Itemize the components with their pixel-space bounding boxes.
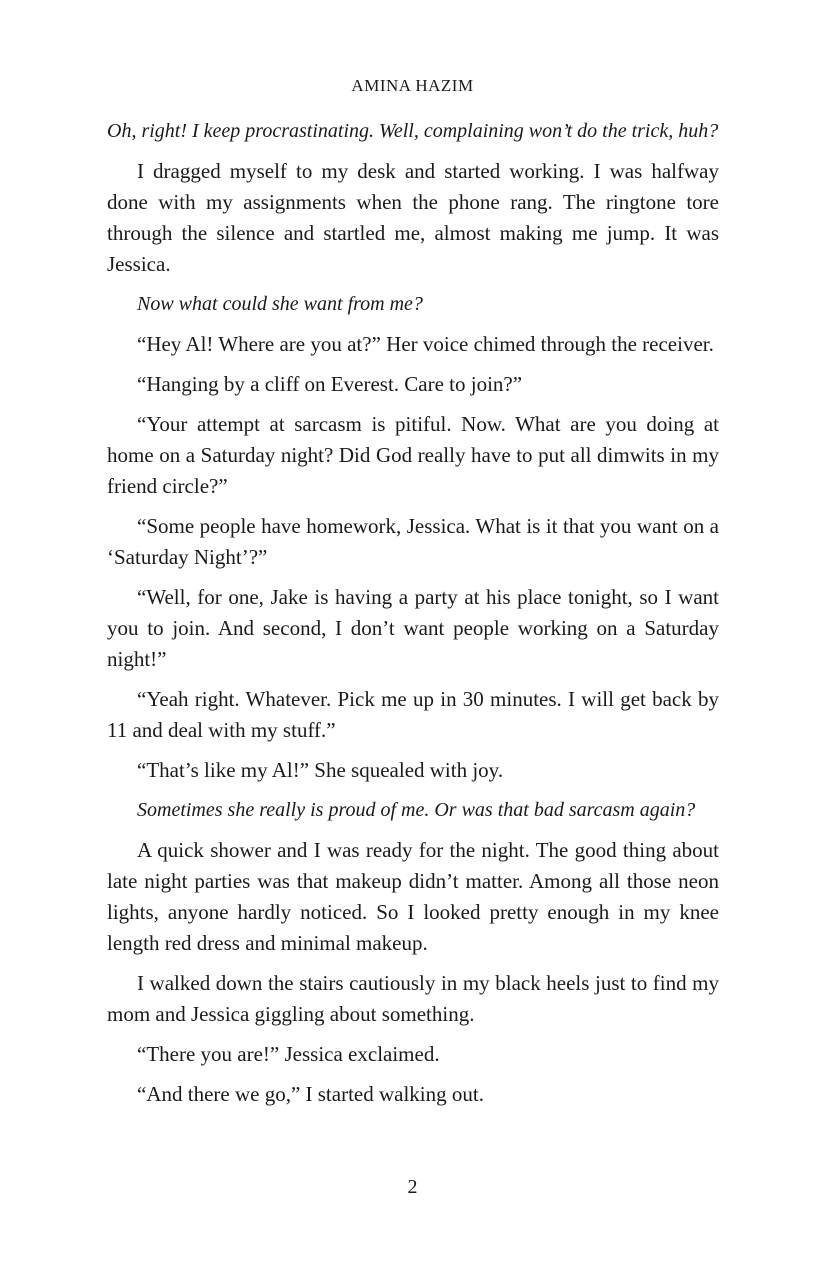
paragraph-dialogue: “There you are!” Jessica exclaimed.	[137, 1042, 440, 1066]
paragraph: I dragged myself to my desk and started working. I was halfway done with my assignments when the phone rang. The ringtone tore through the silence and startled me, almost making me jump. It was Jessica.	[107, 159, 719, 276]
paragraph-dialogue: “Hey Al! Where are you at?” Her voice chimed through the receiver.	[137, 332, 714, 356]
paragraph-dialogue: “Well, for one, Jake is having a party at his place tonight, so I want you to join. And second, I don’t want people working on a Saturday night!”	[107, 585, 719, 671]
paragraph-dialogue: “Yeah right. Whatever. Pick me up in 30 minutes. I will get back by 11 and deal with my stuff.”	[107, 687, 719, 742]
paragraph-inner-thought: Sometimes she really is proud of me. Or was that bad sarcasm again?	[137, 799, 696, 821]
paragraph: A quick shower and I was ready for the night. The good thing about late night parties was that makeup didn’t matter. Among all those neon lights, anyone hardly noticed. So I looked pretty enough in my knee length red dress and minimal makeup.	[107, 838, 719, 955]
paragraph-inner-thought: Oh, right! I keep procrastinating. Well, complaining won’t do the trick, huh?	[107, 120, 719, 142]
paragraph-dialogue: “That’s like my Al!” She squealed with joy.	[137, 758, 504, 782]
paragraph-dialogue: “And there we go,” I started walking out.	[137, 1082, 484, 1106]
paragraph-dialogue: “Hanging by a cliff on Everest. Care to join?”	[137, 372, 523, 396]
paragraph-inner-thought: Now what could she want from me?	[137, 293, 423, 315]
running-head-author: AMINA HAZIM	[351, 76, 474, 95]
body-text	[107, 116, 719, 1119]
paragraph: I walked down the stairs cautiously in my black heels just to find my mom and Jessica giggling about something.	[107, 971, 719, 1026]
paragraph-dialogue: “Some people have homework, Jessica. What is it that you want on a ‘Saturday Night’?”	[107, 514, 719, 569]
paragraph-dialogue: “Your attempt at sarcasm is pitiful. Now. What are you doing at home on a Saturday night? Did God really have to put all dimwits in my friend circle?”	[107, 412, 719, 498]
page-number: 2	[407, 1176, 418, 1198]
